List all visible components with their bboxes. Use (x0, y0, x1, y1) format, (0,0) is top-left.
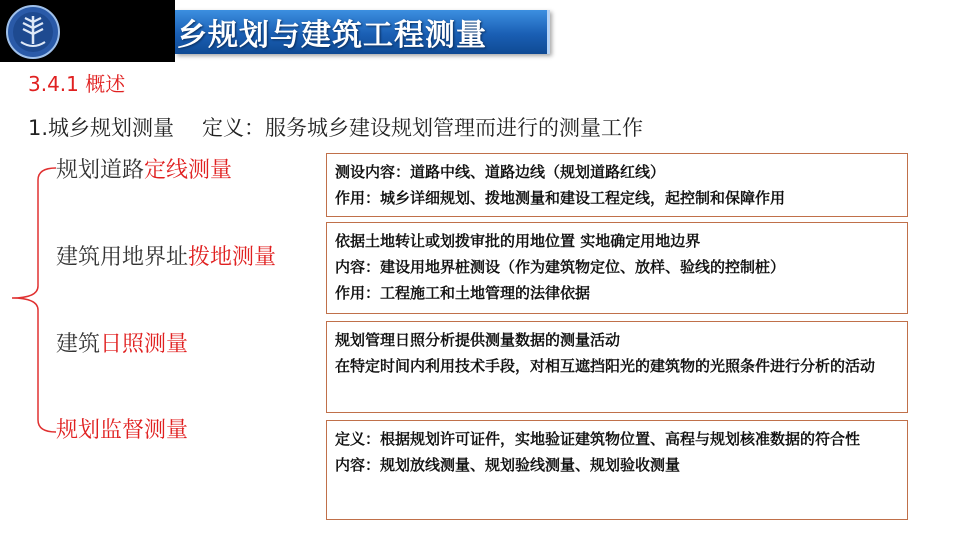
category-highlight: 日照测量 (100, 332, 189, 357)
category-land-boundary (56, 240, 276, 271)
category-prefix: 规划道路 (56, 158, 145, 183)
category-prefix: 规划监督测量 (56, 418, 189, 443)
university-logo-icon (5, 4, 61, 60)
box-line: 在特定时间内利用技术手段，对相互遮挡阳光的建筑物的光照条件进行分析的活动 (335, 357, 876, 375)
info-box-sunlight (326, 321, 908, 413)
left-brace (6, 150, 66, 450)
box-line: 依据土地转让或划拨审批的用地位置 实地确定用地边界 (335, 232, 701, 250)
category-prefix: 建筑用地界址 (56, 245, 189, 270)
intro-line (28, 112, 643, 142)
box-line: 作用：工程施工和土地管理的法律依据 (335, 284, 591, 302)
box-line: 内容：建设用地界桩测设（作为建筑物定位、放样、验线的控制桩） (335, 258, 786, 276)
section-heading: 3.4.1 概述 (28, 72, 126, 96)
box-line: 定义：根据规划许可证件，实地验证建筑物位置、高程与规划核准数据的符合性 (335, 430, 861, 448)
category-road-alignment (56, 153, 232, 184)
box-line: 规划管理日照分析提供测量数据的测量活动 (335, 331, 621, 349)
box-line: 测设内容：道路中线、道路边线（规划道路红线） (335, 163, 666, 181)
category-sunlight (56, 327, 188, 358)
info-box-road-alignment (326, 153, 908, 217)
category-supervision (56, 413, 188, 444)
page-title: 乡规划与建筑工程测量 (177, 18, 487, 53)
intro-number: 1. (28, 116, 49, 140)
intro-definition: 定义：服务城乡建设规划管理而进行的测量工作 (202, 116, 644, 140)
info-box-land-boundary (326, 222, 908, 314)
info-box-supervision (326, 420, 908, 520)
category-highlight: 定线测量 (144, 158, 233, 183)
category-highlight: 拨地测量 (188, 245, 277, 270)
box-line: 内容：规划放线测量、规划验线测量、规划验收测量 (335, 456, 681, 474)
category-prefix: 建筑 (56, 332, 101, 357)
box-line: 作用：城乡详细规划、拨地测量和建设工程定线，起控制和保障作用 (335, 189, 786, 207)
title-banner (175, 10, 550, 54)
intro-term: 城乡规划测量 (48, 116, 175, 140)
